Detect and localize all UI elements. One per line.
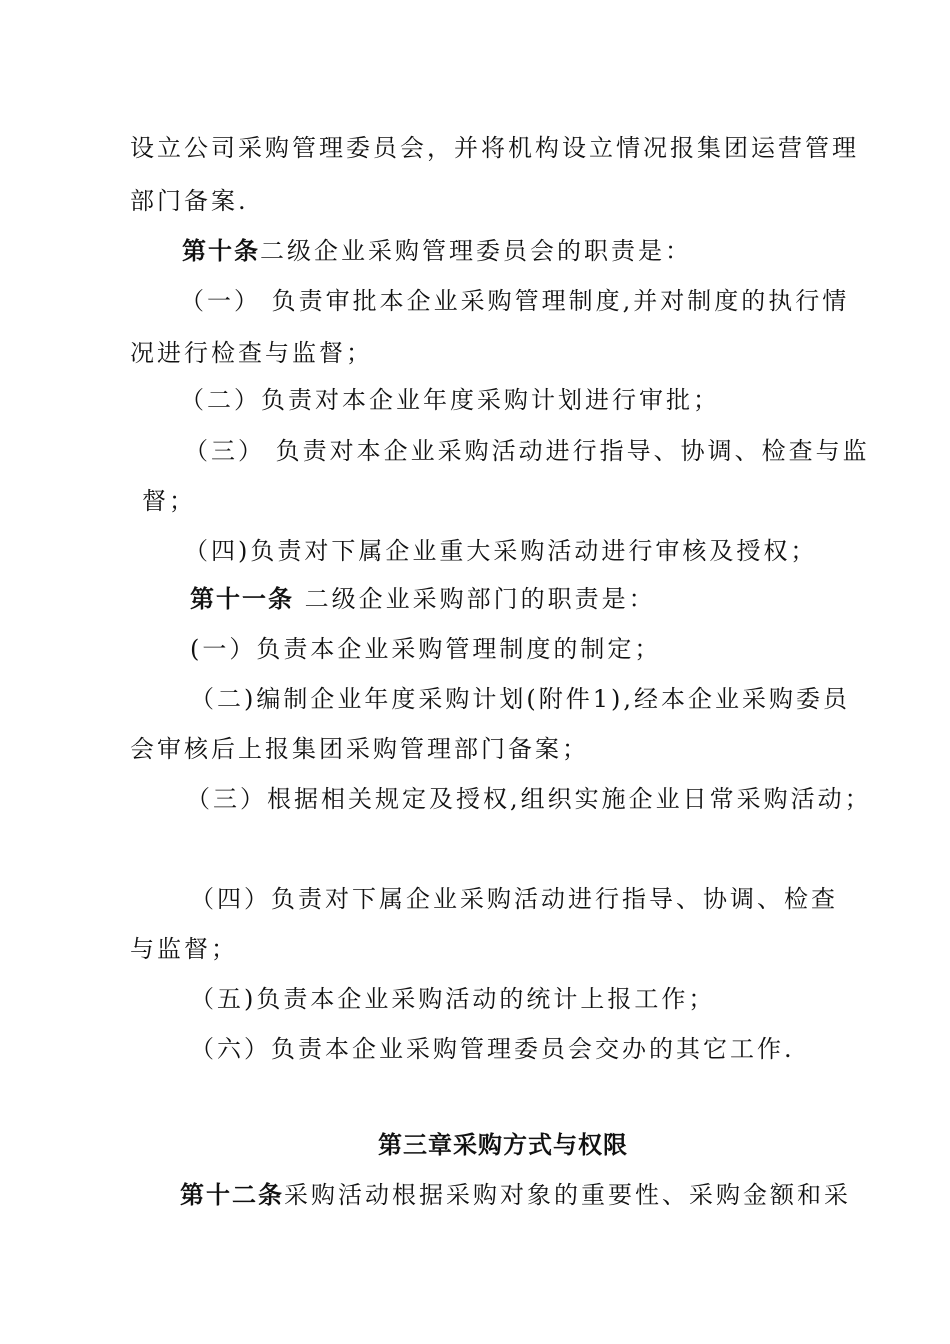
- paragraph-line: 设立公司采购管理委员会，并将机构设立情况报集团运营管理: [130, 134, 859, 162]
- article-10-title: 第十条: [182, 236, 260, 265]
- paragraph-line: 部门备案.: [130, 187, 249, 215]
- article-11: [190, 584, 656, 614]
- list-item: （一） 负责审批本企业采购管理制度,并对制度的执行情: [180, 287, 850, 315]
- list-item-continuation: 会审核后上报集团采购管理部门备案；: [130, 735, 589, 763]
- article-12-text: 采购活动根据采购对象的重要性、采购金额和采: [284, 1181, 851, 1209]
- list-item-continuation: 督；: [142, 487, 196, 515]
- list-item-continuation: 与监督；: [130, 935, 238, 963]
- list-item: （二）负责对本企业年度采购计划进行审批；: [180, 386, 720, 414]
- article-11-title: 第十一条: [190, 584, 294, 613]
- list-item-continuation: 况进行检查与监督；: [130, 339, 373, 367]
- list-item: (一）负责本企业采购管理制度的制定；: [190, 635, 662, 663]
- list-item: （六）负责本企业采购管理委员会交办的其它工作.: [190, 1035, 795, 1063]
- list-item: （三） 负责对本企业采购活动进行指导、协调、检查与监: [184, 437, 870, 465]
- list-item: （三）根据相关规定及授权,组织实施企业日常采购活动；: [186, 785, 872, 813]
- list-item: （四)负责对下属企业重大采购活动进行审核及授权；: [184, 537, 818, 565]
- list-item: （二)编制企业年度采购计划(附件1),经本企业采购委员: [190, 685, 850, 713]
- article-10-text: 二级企业采购管理委员会的职责是：: [260, 237, 692, 265]
- list-item: （五)负责本企业采购活动的统计上报工作；: [190, 985, 716, 1013]
- article-10: [182, 236, 692, 266]
- article-12: [180, 1180, 851, 1210]
- list-item: （四）负责对下属企业采购活动进行指导、协调、检查: [190, 885, 838, 913]
- chapter-heading: 第三章采购方式与权限: [378, 1130, 628, 1159]
- article-12-title: 第十二条: [180, 1180, 284, 1209]
- article-11-text: 二级企业采购部门的职责是：: [294, 585, 656, 613]
